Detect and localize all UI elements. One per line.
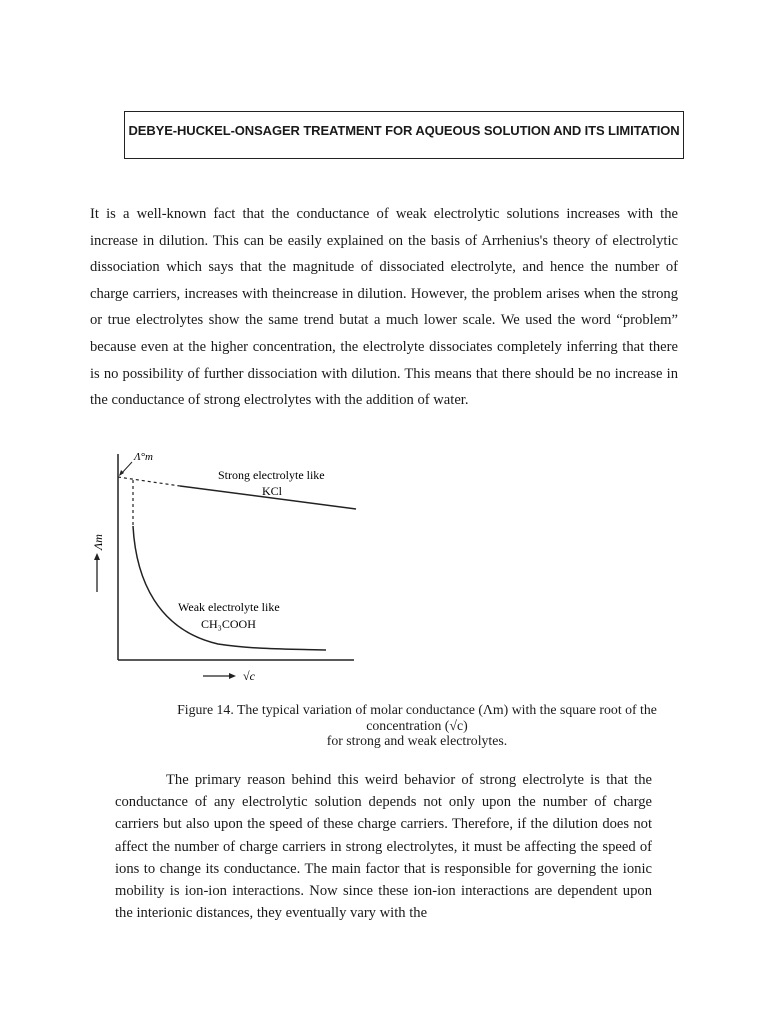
caption-line2: concentration (√c) [366,717,468,733]
conductance-figure [88,440,378,690]
caption-line3: for strong and weak electrolytes. [326,733,508,748]
body-paragraph: The primary reason behind this weird behavior of strong electrolyte is that the conductance of any electrolytic solution depends not only upon the number of charge carriers but also upon the speed of these charge carriers. Therefore, if the dilution does not affect the number of charge carriers in strong electrolytes, it must be affecting the speed of ions to change its conductance. The main factor that is responsible for governing the ionic mobility is ion-ion interactions. Now since these ion-ion interactions are dependent upon the interionic distances, they eventually vary with the [115,772,652,922]
weak-electrolyte-curve [133,526,326,650]
weak-label-line1: Weak electrolyte like [178,600,280,614]
lambda-zero-label: Λ°m [134,451,153,463]
x-axis-arrowhead [229,673,236,679]
strong-label-line1: Strong electrolyte like [218,468,325,482]
title-box [124,111,684,159]
intro-paragraph: It is a well-known fact that the conductance of weak electrolytic solutions increases with the increase in dilution. This can be easily explained on the basis of Arrhenius's theory of electrolytic dissociation which says that the magnitude of dissociated electrolyte, and hence the number of charge carriers, increases with theincrease in dilution. However, the problem arises when the strong or true electrolytes show the same trend butat a much lower scale. We used the word “problem” because even at the higher concentration, the electrolyte dissociates completely inferring that there is no possibility of further dissociation with dilution. This means that there should be no increase in the conductance of strong electrolytes with the addition of water. [90,206,678,409]
caption-line1: Figure 14. The typical variation of molar conductance (Λm) with the square root of the [177,702,657,717]
figure-caption [150,702,684,749]
page-title: DEBYE-HUCKEL-ONSAGER TREATMENT FOR AQUEOUS SOLUTION AND ITS LIMITATION [128,123,680,138]
strong-label-line2: KCl [262,484,283,498]
x-axis-label: √c [243,669,255,683]
weak-label-line2: CH₃COOH [201,617,256,631]
y-axis-label: Λm [91,534,105,550]
y-axis-arrowhead [94,553,100,560]
strong-extrapolation-line [118,477,180,486]
